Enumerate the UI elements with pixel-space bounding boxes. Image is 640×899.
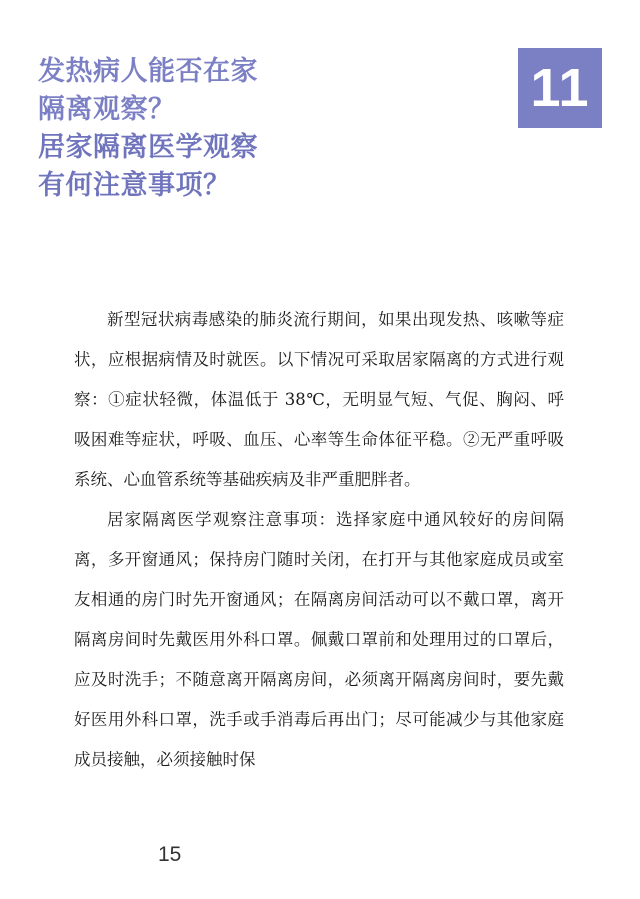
- chapter-number-badge: 11: [518, 48, 602, 128]
- title-line-2: 隔离观察？: [38, 94, 176, 124]
- title-line-4: 有何注意事项？: [38, 170, 231, 200]
- title-line-1: 发热病人能否在家: [38, 56, 258, 86]
- paragraph-1: 新型冠状病毒感染的肺炎流行期间，如果出现发热、咳嗽等症状，应根据病情及时就医。以下情况可采取居家隔离的方式进行观察：①症状轻微，体温低于 38℃，无明显气短、气促、胸闷、呼吸困难等症状，呼吸、血压、心率等生命体征平稳。②无严重呼吸系统、心血管系统等基础疾病及非严重肥胖者。: [74, 310, 564, 489]
- page-title: [38, 52, 428, 204]
- title-line-3: 居家隔离医学观察: [38, 132, 258, 162]
- page-number: 15: [158, 843, 182, 866]
- paragraph-2: 居家隔离医学观察注意事项：选择家庭中通风较好的房间隔离，多开窗通风；保持房门随时关闭，在打开与其他家庭成员或室友相通的房门时先开窗通风；在隔离房间活动可以不戴口罩，离开隔离房间时先戴医用外科口罩。佩戴口罩前和处理用过的口罩后，应及时洗手；不随意离开隔离房间，必须离开隔离房间时，要先戴好医用外科口罩，洗手或手消毒后再出门；尽可能减少与其他家庭成员接触，必须接触时保: [74, 510, 564, 769]
- body-text: [74, 300, 564, 780]
